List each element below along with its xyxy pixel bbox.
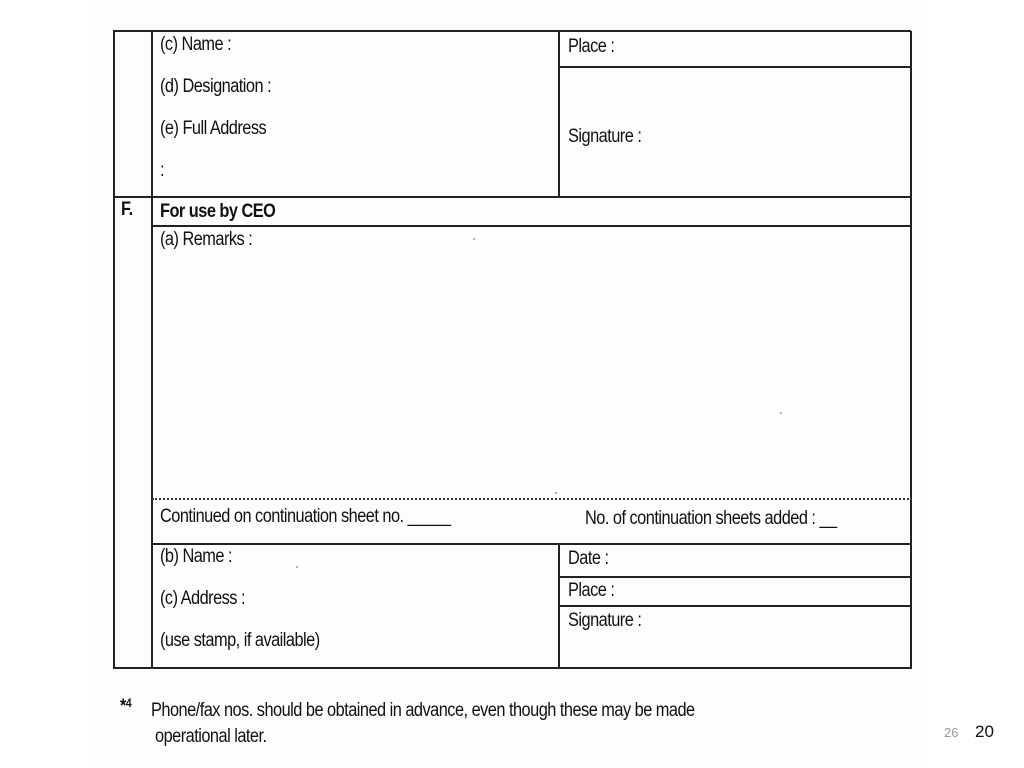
place-row-divider-bottom bbox=[559, 605, 911, 607]
date-label: Date : bbox=[568, 548, 609, 569]
signature-label-top: Signature : bbox=[568, 126, 642, 147]
footnote-number: 4 bbox=[125, 696, 132, 710]
date-row-divider bbox=[559, 576, 911, 578]
full-address-label: (e) Full Address bbox=[160, 118, 267, 139]
frame-right-border bbox=[910, 31, 912, 669]
frame-label-column-divider bbox=[151, 30, 153, 667]
frame-bottom-border bbox=[113, 667, 911, 669]
top-section-middle-divider bbox=[558, 31, 560, 197]
footnote-line-1: Phone/fax nos. should be obtained in advance, even though these may be made bbox=[151, 700, 695, 721]
scan-speck bbox=[555, 492, 557, 494]
footnote-line-2: operational later. bbox=[155, 726, 267, 747]
remarks-label: (a) Remarks : bbox=[160, 229, 253, 250]
page-number: 20 bbox=[975, 722, 994, 741]
place-row-divider bbox=[559, 66, 911, 68]
stamp-note: (use stamp, if available) bbox=[160, 630, 320, 651]
frame-left-border bbox=[113, 30, 115, 667]
ceo-section-heading: For use by CEO bbox=[160, 201, 276, 222]
slide-number: 26 bbox=[944, 725, 959, 740]
scan-speck bbox=[780, 412, 782, 414]
ceo-heading-bottom-border bbox=[151, 225, 911, 227]
section-f-top-border bbox=[113, 196, 911, 198]
remarks-dotted-divider bbox=[152, 498, 912, 500]
ceo-address-label: (c) Address : bbox=[160, 588, 246, 609]
continued-sheet-label: Continued on continuation sheet no. _____ bbox=[160, 506, 451, 527]
signature-label-bottom: Signature : bbox=[568, 610, 642, 631]
section-f-letter: F. bbox=[121, 199, 133, 220]
scan-speck bbox=[296, 566, 298, 568]
scanned-form-page bbox=[88, 0, 928, 768]
place-label-bottom: Place : bbox=[568, 580, 615, 601]
footnote-marker bbox=[120, 696, 131, 718]
scan-speck bbox=[473, 238, 475, 240]
designation-label: (d) Designation : bbox=[160, 76, 272, 97]
frame-top-border bbox=[113, 30, 911, 32]
address-colon: : bbox=[160, 160, 165, 181]
ceo-name-label: (b) Name : bbox=[160, 546, 233, 567]
footnote-asterisk: * bbox=[120, 696, 126, 717]
place-label-top: Place : bbox=[568, 36, 615, 57]
name-label: (c) Name : bbox=[160, 34, 232, 55]
signatory-section-top-border bbox=[151, 543, 911, 545]
sheets-added-label: No. of continuation sheets added : __ bbox=[585, 508, 837, 529]
